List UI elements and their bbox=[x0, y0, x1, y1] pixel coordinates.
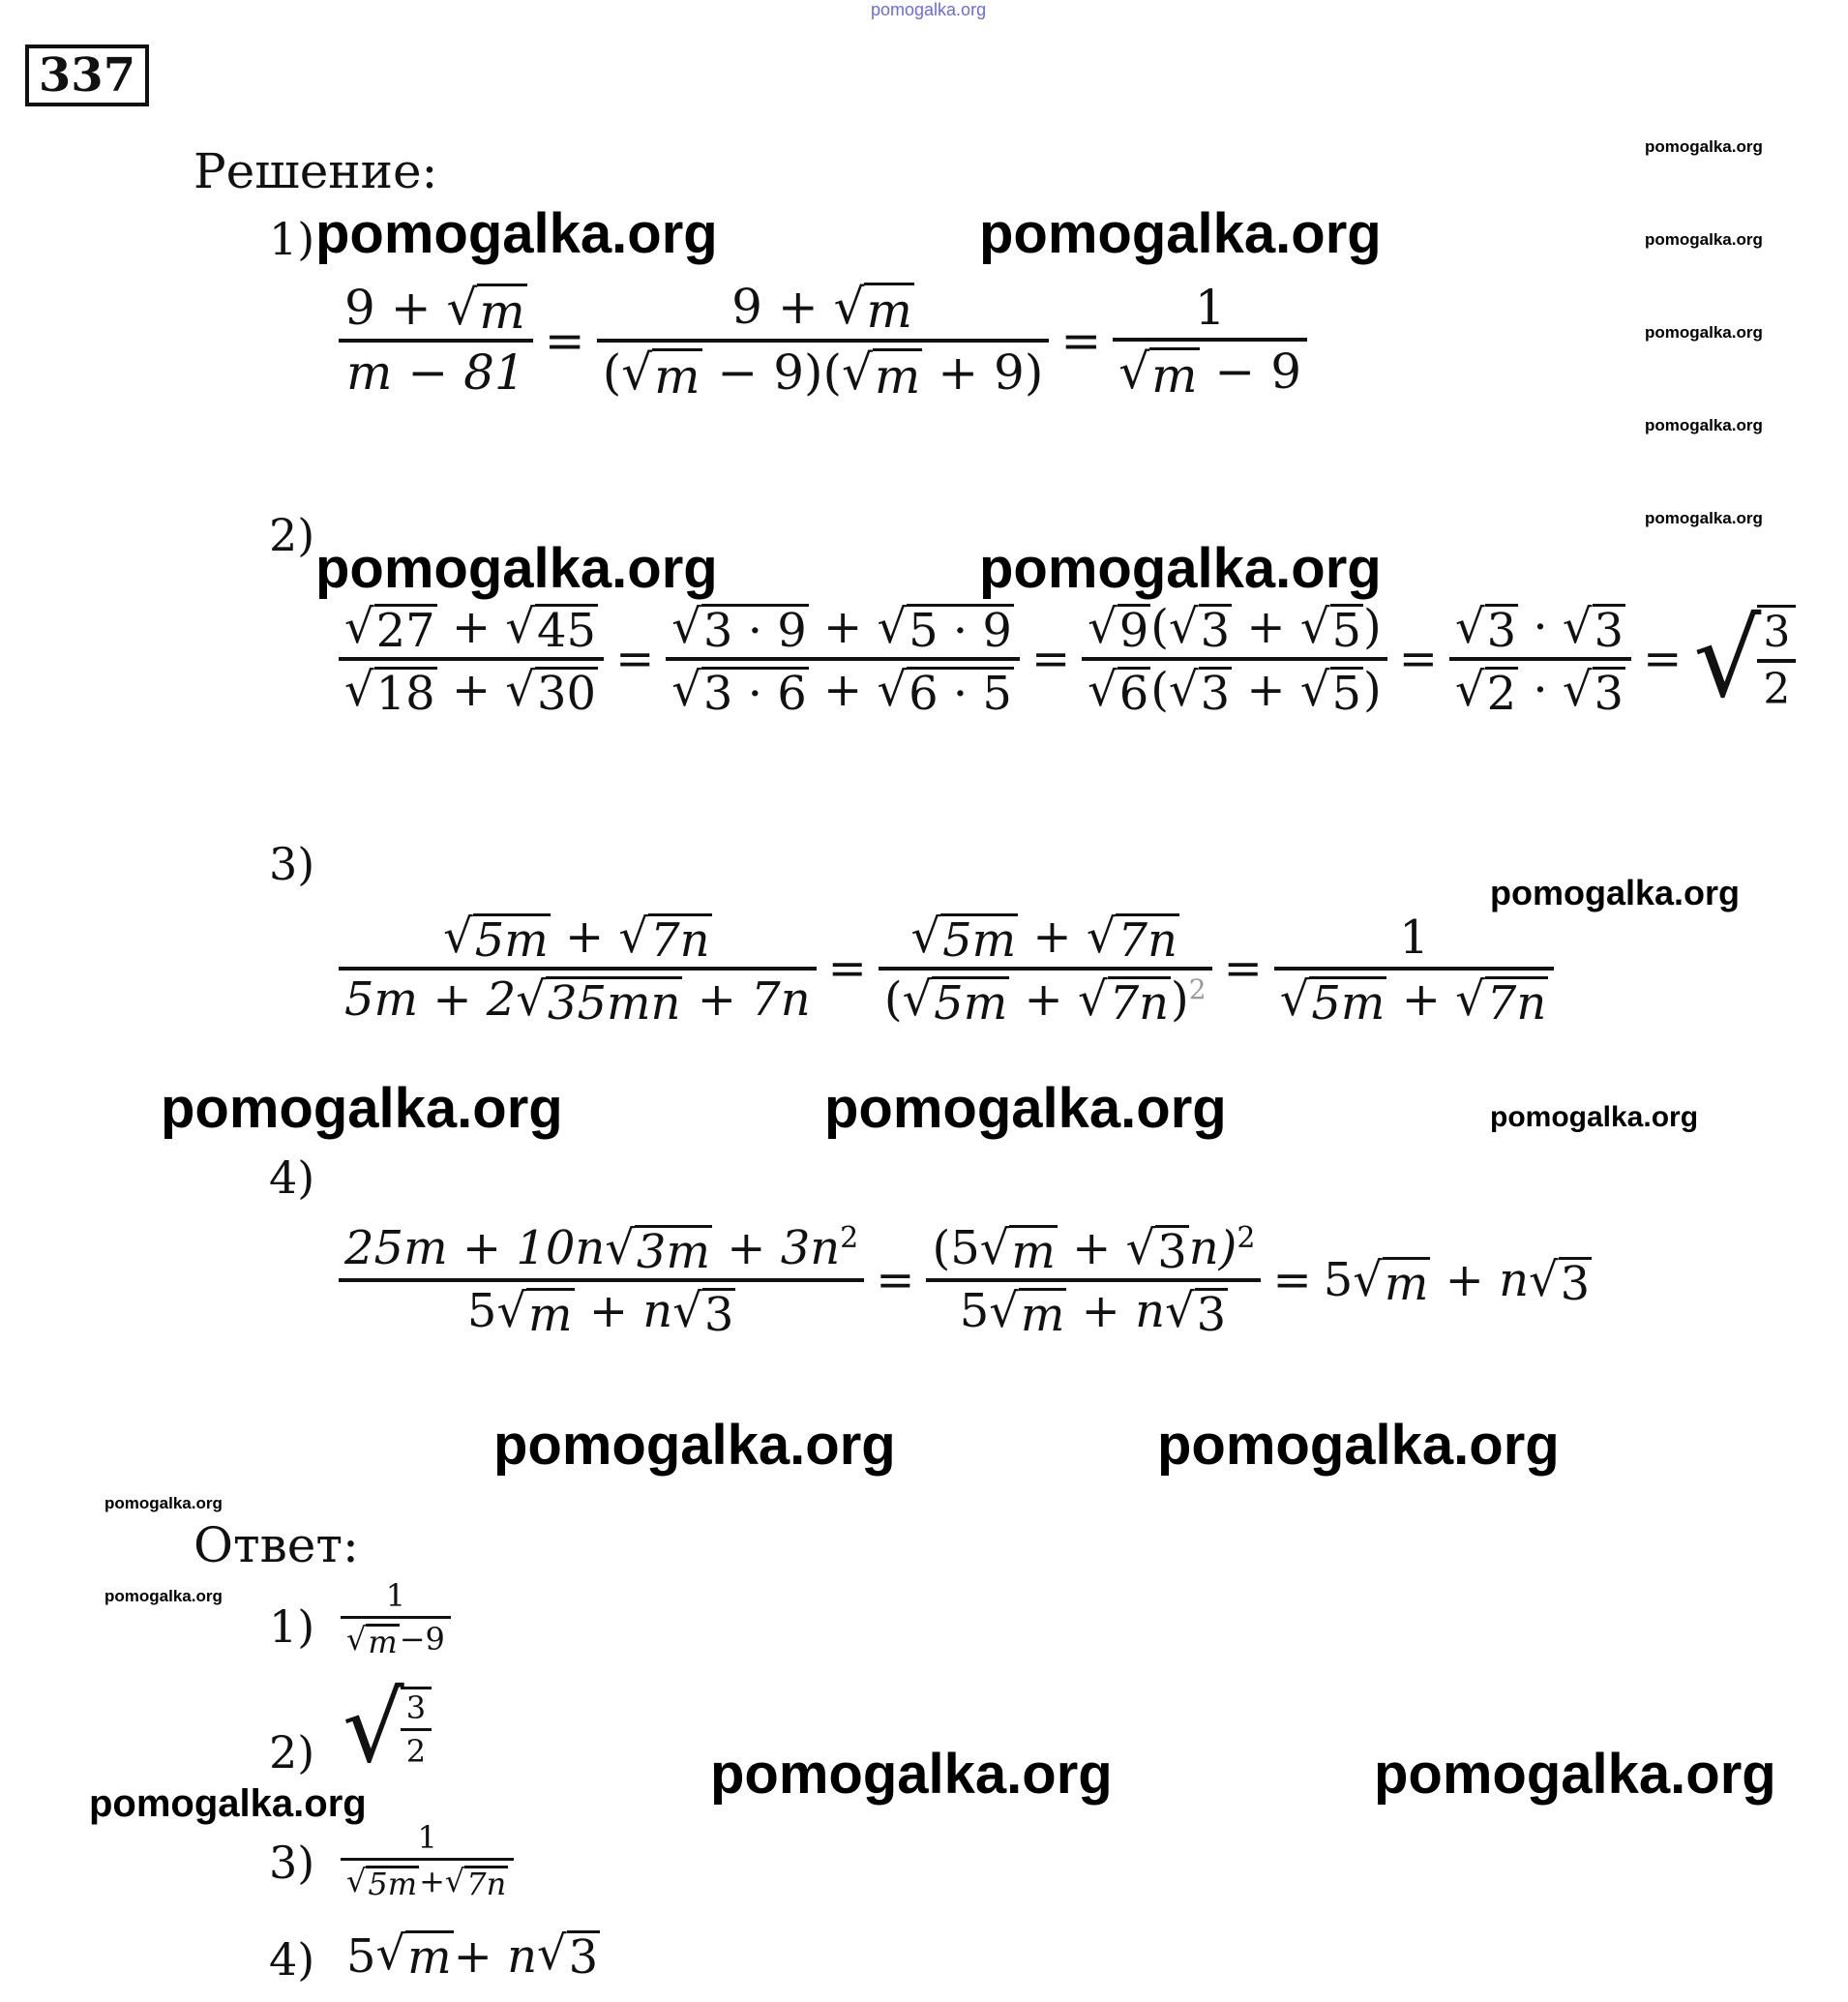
watermark: pomogalka.org bbox=[1645, 137, 1763, 156]
solution-item-label: 3) bbox=[269, 838, 315, 890]
watermark: pomogalka.org bbox=[104, 1587, 223, 1605]
fraction: √ 5m + √ 7n 5m + 2 √ 35mn + 7n bbox=[339, 910, 817, 1029]
watermark: pomogalka.org bbox=[315, 537, 718, 600]
watermark: pomogalka.org bbox=[89, 1782, 367, 1825]
top-watermark: pomogalka.org bbox=[871, 0, 987, 19]
watermark: pomogalka.org bbox=[493, 1414, 896, 1477]
answer-2: √ $\frac{3}{2}$ bbox=[343, 1680, 432, 1777]
watermark: pomogalka.org bbox=[104, 1494, 223, 1512]
watermark: pomogalka.org bbox=[1374, 1743, 1776, 1806]
equation-2: √ 27 + √ 45 √ 18 + √ 30 = √ 3 · 9 + √ 5 · 9 √ 3 · 6 + √ 6 · 5 = √ 9 ( √ 3 + √ 5 ) √ 6 ( √ 3 + √ 5 ) = √ 3 · √ 3 √ 2 · √ 3 = √ $\frac{3}{2}$ bbox=[339, 600, 1796, 719]
problem-number-box bbox=[25, 45, 149, 106]
watermark: pomogalka.org bbox=[315, 202, 718, 265]
answer-4: 5 √ m + n √ 3 bbox=[346, 1927, 599, 1986]
watermark: pomogalka.org bbox=[979, 202, 1382, 265]
fraction: √ 9 ( √ 3 + √ 5 ) √ 6 ( √ 3 + √ 5 ) bbox=[1082, 600, 1387, 719]
answer-item-label: 2) bbox=[269, 1726, 315, 1778]
answer-1 bbox=[341, 1577, 451, 1659]
equation-1: 9 + √ m m − 81 = 9 + √ m ( √ m − 9)( √ m + 9) = 1 √ m − 9 bbox=[339, 279, 1307, 402]
watermark: pomogalka.org bbox=[1645, 416, 1763, 434]
watermark: pomogalka.org bbox=[1645, 230, 1763, 249]
answer-item-label: 4) bbox=[269, 1933, 315, 1986]
fraction: 1 √ 5m + √ 7n bbox=[341, 1819, 514, 1901]
fraction: 1 √ m − 9 bbox=[1113, 280, 1307, 402]
watermark: pomogalka.org bbox=[1490, 873, 1741, 912]
fraction: $\frac{3}{2}$ bbox=[1757, 605, 1796, 714]
watermark: pomogalka.org bbox=[161, 1077, 563, 1140]
fraction: 9 + √ m m − 81 bbox=[339, 280, 533, 402]
fraction: $\frac{3}{2}$ bbox=[401, 1687, 432, 1770]
fraction: 1 √ m −9 bbox=[341, 1577, 451, 1659]
fraction: (5 √ m + √ 3 n)$^2$ 5 √ m + n √ 3 bbox=[926, 1221, 1261, 1340]
problem-number: 337 bbox=[38, 48, 136, 103]
answer-3 bbox=[341, 1819, 514, 1901]
fraction: 25m + 10n √ 3m + $3n^2$ 5 √ m + n √ 3 bbox=[339, 1221, 864, 1340]
fraction: √ 3 · √ 3 √ 2 · √ 3 bbox=[1449, 600, 1631, 719]
fraction: 9 + √ m ( √ m − 9)( √ m + 9) bbox=[597, 279, 1050, 402]
answer-item-label: 1) bbox=[269, 1600, 315, 1653]
watermark: pomogalka.org bbox=[1157, 1414, 1560, 1477]
equation-4: 25m + 10n √ 3m + $3n^2$ 5 √ m + n √ 3 = (5 √ m + √ 3 n)$^2$ 5 √ m + n √ 3 = 5 √ m + n √ 3 bbox=[339, 1221, 1592, 1340]
fraction: √ 5m + √ 7n ( √ 5m + √ 7n )$^2$ bbox=[879, 910, 1212, 1029]
answer-item-label: 3) bbox=[269, 1837, 315, 1889]
solution-item-label: 4) bbox=[269, 1151, 315, 1204]
fraction: √ 3 · 9 + √ 5 · 9 √ 3 · 6 + √ 6 · 5 bbox=[666, 600, 1020, 719]
fraction: 1 √ 5m + √ 7n bbox=[1274, 911, 1554, 1028]
watermark: pomogalka.org bbox=[1645, 323, 1763, 342]
solution-heading: Решение: bbox=[194, 143, 438, 199]
answer-heading: Ответ: bbox=[194, 1517, 359, 1573]
watermark: pomogalka.org bbox=[1645, 509, 1763, 527]
equation-3: √ 5m + √ 7n 5m + 2 √ 35mn + 7n = √ 5m + √ 7n ( √ 5m + √ 7n )$^2$ = 1 √ 5m + √ 7n bbox=[339, 910, 1554, 1029]
watermark: pomogalka.org bbox=[979, 537, 1382, 600]
watermark: pomogalka.org bbox=[1490, 1101, 1699, 1133]
watermark: pomogalka.org bbox=[710, 1743, 1113, 1806]
solution-item-label: 1) bbox=[269, 213, 315, 265]
watermark: pomogalka.org bbox=[824, 1077, 1227, 1140]
fraction: √ 27 + √ 45 √ 18 + √ 30 bbox=[339, 600, 604, 719]
solution-item-label: 2) bbox=[269, 509, 315, 561]
